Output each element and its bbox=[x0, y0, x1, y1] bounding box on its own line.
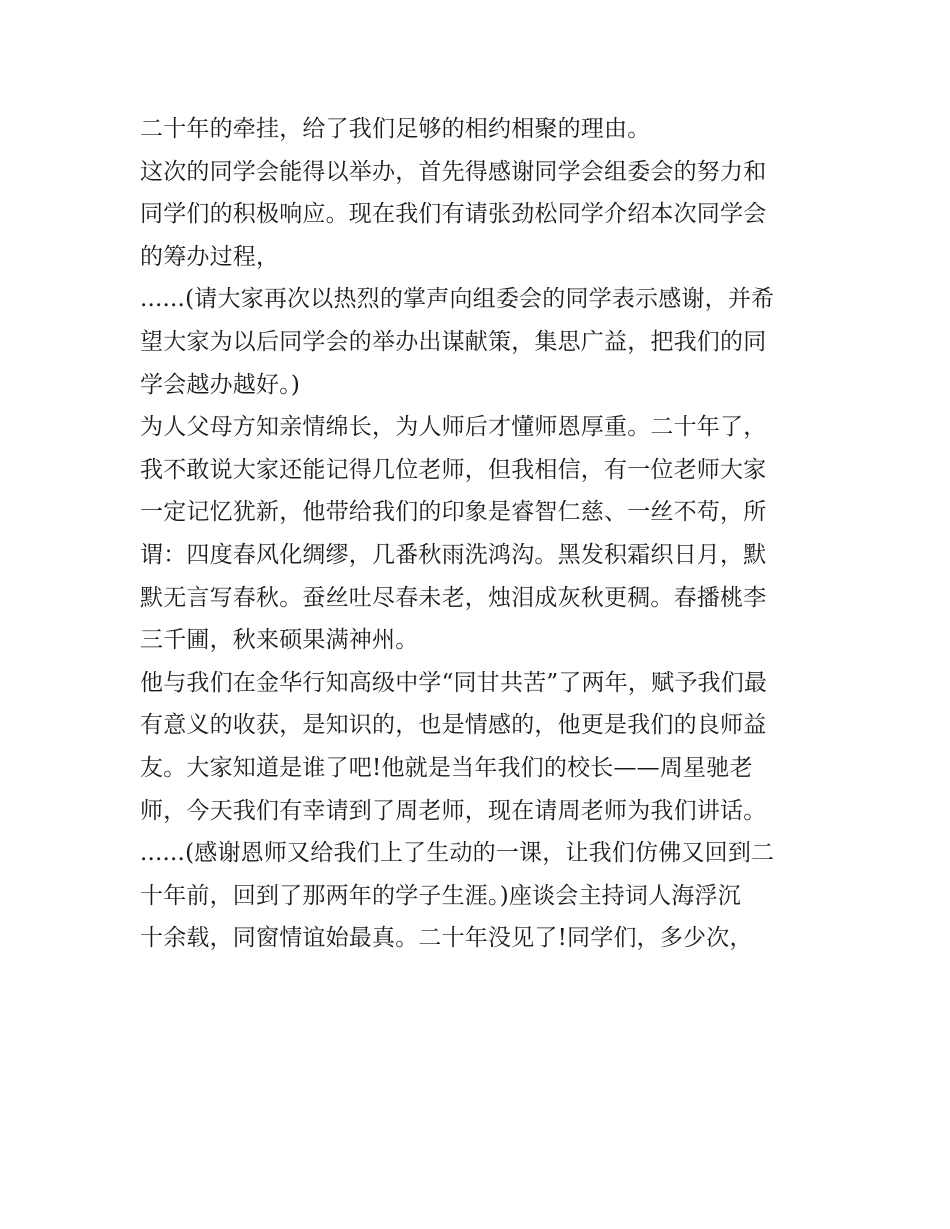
text-line: 他与我们在金华行知高级中学“同甘共苦”了两年，赋予我们最 bbox=[140, 669, 768, 696]
text-line: ......(感谢恩师又给我们上了生动的一课，让我们仿佛又回到二 bbox=[140, 840, 775, 867]
text-line: 为人父母方知亲情绵长，为人师后才懂师恩厚重。二十年了， bbox=[140, 414, 767, 441]
text-line: 师，今天我们有幸请到了周老师，现在请周老师为我们讲话。 bbox=[140, 797, 767, 824]
text-line: 一定记忆犹新，他带给我们的印象是睿智仁慈、一丝不苟，所 bbox=[140, 499, 767, 526]
text-line: 二十年的牵挂，给了我们足够的相约相聚的理由。 bbox=[140, 116, 651, 142]
text-line: 友。大家知道是谁了吧!他就是当年我们的校长——周星驰老 bbox=[140, 754, 753, 781]
text-line: 这次的同学会能得以举办，首先得感谢同学会组委会的努力和 bbox=[140, 158, 767, 185]
text-line: 十年前，回到了那两年的学子生涯。)座谈会主持词人海浮沉 bbox=[140, 882, 741, 909]
text-line: 我不敢说大家还能记得几位老师，但我相信，有一位老师大家 bbox=[140, 456, 767, 483]
text-line: 三千圃，秋来硕果满神州。 bbox=[140, 627, 419, 654]
text-line: 望大家为以后同学会的举办出谋献策，集思广益，把我们的同 bbox=[140, 328, 767, 355]
text-line: 谓：四度春风化绸缪，几番秋雨洗鸿沟。黑发积霜织日月，默 bbox=[140, 541, 767, 568]
text-line: 十余载，同窗情谊始最真。二十年没见了!同学们，多少次， bbox=[140, 925, 753, 952]
text-line: 学会越办越好。) bbox=[140, 371, 301, 398]
text-line: 有意义的收获，是知识的，也是情感的，他更是我们的良师益 bbox=[140, 712, 767, 739]
text-line: 同学们的积极响应。现在我们有请张劲松同学介绍本次同学会 bbox=[140, 201, 767, 228]
document-body bbox=[140, 108, 820, 960]
text-line: 默无言写春秋。蚕丝吐尽春未老，烛泪成灰秋更稠。春播桃李 bbox=[140, 584, 767, 611]
text-line: ......(请大家再次以热烈的掌声向组委会的同学表示感谢，并希 bbox=[140, 286, 775, 313]
text-line: 的筹办过程， bbox=[140, 243, 280, 270]
